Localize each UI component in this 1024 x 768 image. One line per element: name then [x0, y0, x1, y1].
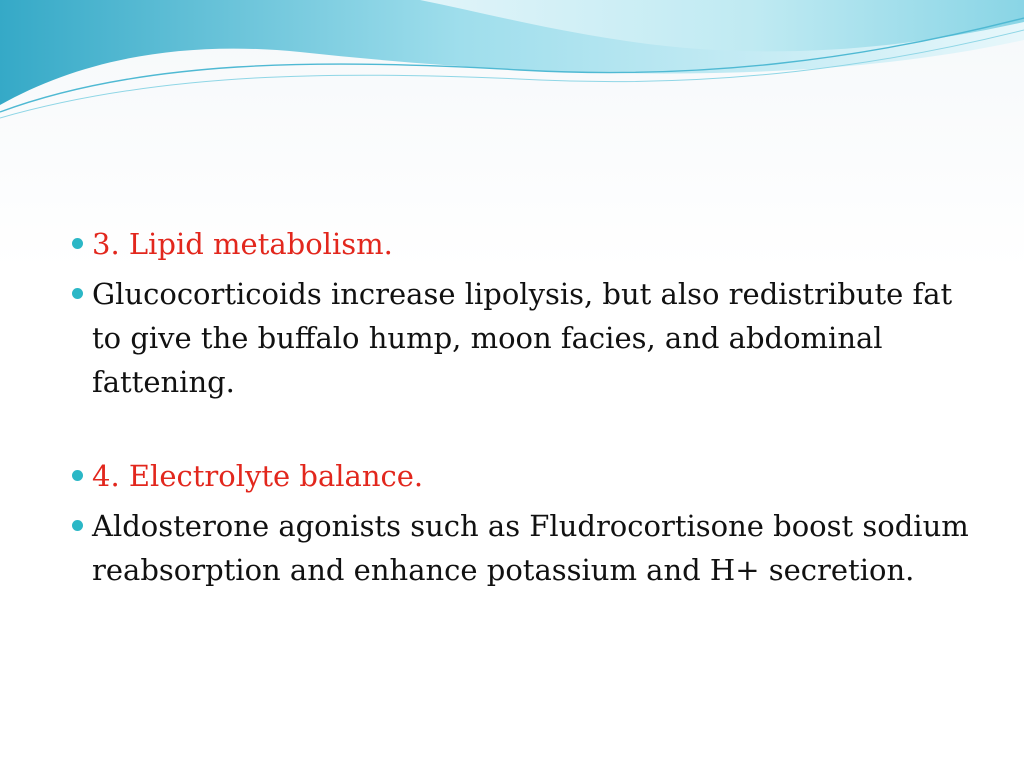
- bullet-electrolyte-heading: [70, 454, 970, 498]
- bullet-text: Glucocorticoids increase lipolysis, but also redistribute fat to give the buffalo hump, moon facies, and abdominal fattening.: [92, 277, 953, 399]
- slide-body: [70, 222, 970, 592]
- bullet-text: 4. Electrolyte balance.: [92, 459, 424, 493]
- bullet-dot-icon: [72, 238, 83, 249]
- bullet-lipid-heading: [70, 222, 970, 266]
- bullet-text: Aldosterone agonists such as Fludrocortisone boost sodium reabsorption and enhance potassium and H+ secretion.: [92, 509, 969, 587]
- bullet-dot-icon: [72, 470, 83, 481]
- bullet-dot-icon: [72, 288, 83, 299]
- bullet-text: 3. Lipid metabolism.: [92, 227, 393, 261]
- spacer: [70, 404, 970, 454]
- wave-decoration: [0, 0, 1024, 130]
- bullet-electrolyte-detail: [70, 504, 970, 592]
- bullet-lipid-detail: [70, 272, 970, 404]
- bullet-dot-icon: [72, 520, 83, 531]
